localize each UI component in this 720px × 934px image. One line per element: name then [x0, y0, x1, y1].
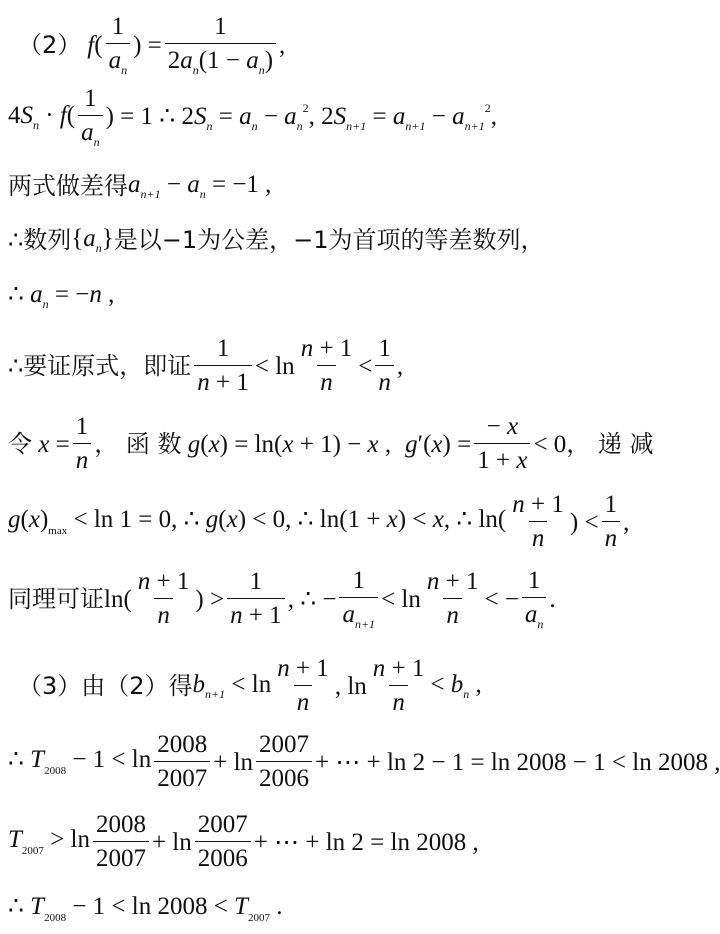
fraction: $\frac{1}{n + 1}$ [227, 569, 285, 630]
line-3: 两式做差得 $a_{n+1} - a_n = -1$ , [8, 171, 272, 201]
line-12: $T_{2007} > \ln$ $\frac{2008}{2007}$ + ln $\frac{2007}{2006}$ + ⋯ + ln 2 = ln 2008 , [8, 811, 479, 873]
fraction: $\frac{n + 1}{n}$ [137, 568, 190, 630]
fraction: $\frac{1}{a_n}$ [106, 14, 131, 77]
fraction: $\frac{1}{n}$ [375, 336, 394, 397]
fraction: $\frac{2007}{2006}$ [195, 812, 251, 873]
line-5: ∴ $a_n = -n$ , [8, 281, 115, 311]
line-8: $g(x)_{max} < \ln 1 = 0$, ∴ g(x) < 0, ∴ ln(1 + x) < x, ∴ ln( $\frac{n + 1}{n}$ ) < $\frac{1}{n}$ , [8, 491, 630, 553]
fraction: $\frac{1}{a_{n+1}}$ [339, 568, 378, 631]
line-1: （2） f ( $\frac{1}{a_n}$ ) = $\frac{1}{2a_n(1 - a_n)}$ , [18, 13, 286, 78]
line-11: ∴ $T_{2008} - 1 < \ln$ $\frac{2008}{2007}$ + ln $\frac{2007}{2006}$ + ⋯ + ln 2 − 1 = ln 2008 − 1 < ln 2008 , [8, 731, 720, 793]
part-label-2: （2） [18, 31, 82, 60]
fraction: $\frac{1}{2a_n(1 - a_n)}$ [165, 14, 276, 77]
fraction: $\frac{n + 1}{n}$ [426, 568, 479, 630]
line-9: 同理可证 ln( $\frac{n + 1}{n}$ ) > $\frac{1}{n + 1}$ , ∴ − $\frac{1}{a_{n+1}}$ < ln $\frac{n + 1}{n}$ < − $\frac{1}{a_n}$ . [8, 567, 556, 632]
fraction: $\frac{n + 1}{n}$ [300, 335, 353, 397]
fraction: $\frac{1}{n}$ [602, 492, 621, 553]
fraction: $\frac{1}{n}$ [73, 414, 92, 475]
line-7: 令 x = $\frac{1}{n}$ ， 函 数 g(x) = ln(x + 1) − x , g′(x) = $\frac{- x}{1 + x}$ < 0 ， 递 减 [8, 413, 654, 475]
line-10: （3）由（2）得 $b_{n+1} < \ln$ $\frac{n + 1}{n}$ , ln $\frac{n + 1}{n}$ < $b_n$ , [18, 655, 482, 717]
fraction: $\frac{n + 1}{n}$ [512, 491, 564, 553]
fraction: $\frac{2008}{2007}$ [154, 732, 210, 793]
line-6: ∴要证原式，即证 $\frac{1}{n + 1}$ < ln $\frac{n + 1}{n}$ < $\frac{1}{n}$ , [8, 335, 404, 397]
fraction: $\frac{n + 1}{n}$ [372, 655, 425, 717]
fraction: $\frac{1}{n + 1}$ [194, 336, 252, 397]
fraction: $\frac{n + 1}{n}$ [277, 655, 329, 717]
fraction: $\frac{2008}{2007}$ [93, 812, 149, 873]
fraction: $\frac{1}{a_n}$ [78, 86, 103, 149]
fraction: $\frac{2007}{2006}$ [256, 732, 312, 793]
fraction: $\frac{1}{a_n}$ [522, 568, 547, 631]
fraction: $\frac{- x}{1 + x}$ [474, 414, 530, 475]
line-2: $4S_n \cdot f$( $\frac{1}{a_n}$ ) = 1 ∴ $2S_n = a_n - a_n^2$, $2S_{n+1} = a_{n+1} - a_{n+1}^2$, [8, 85, 497, 150]
line-13: ∴ $T_{2008} - 1 < \ln 2008 < T_{2007}$ . [8, 893, 283, 924]
line-4: ∴数列 $\{a_n\}$ 是以−1为公差，−1为首项的等差数列， [8, 225, 545, 255]
